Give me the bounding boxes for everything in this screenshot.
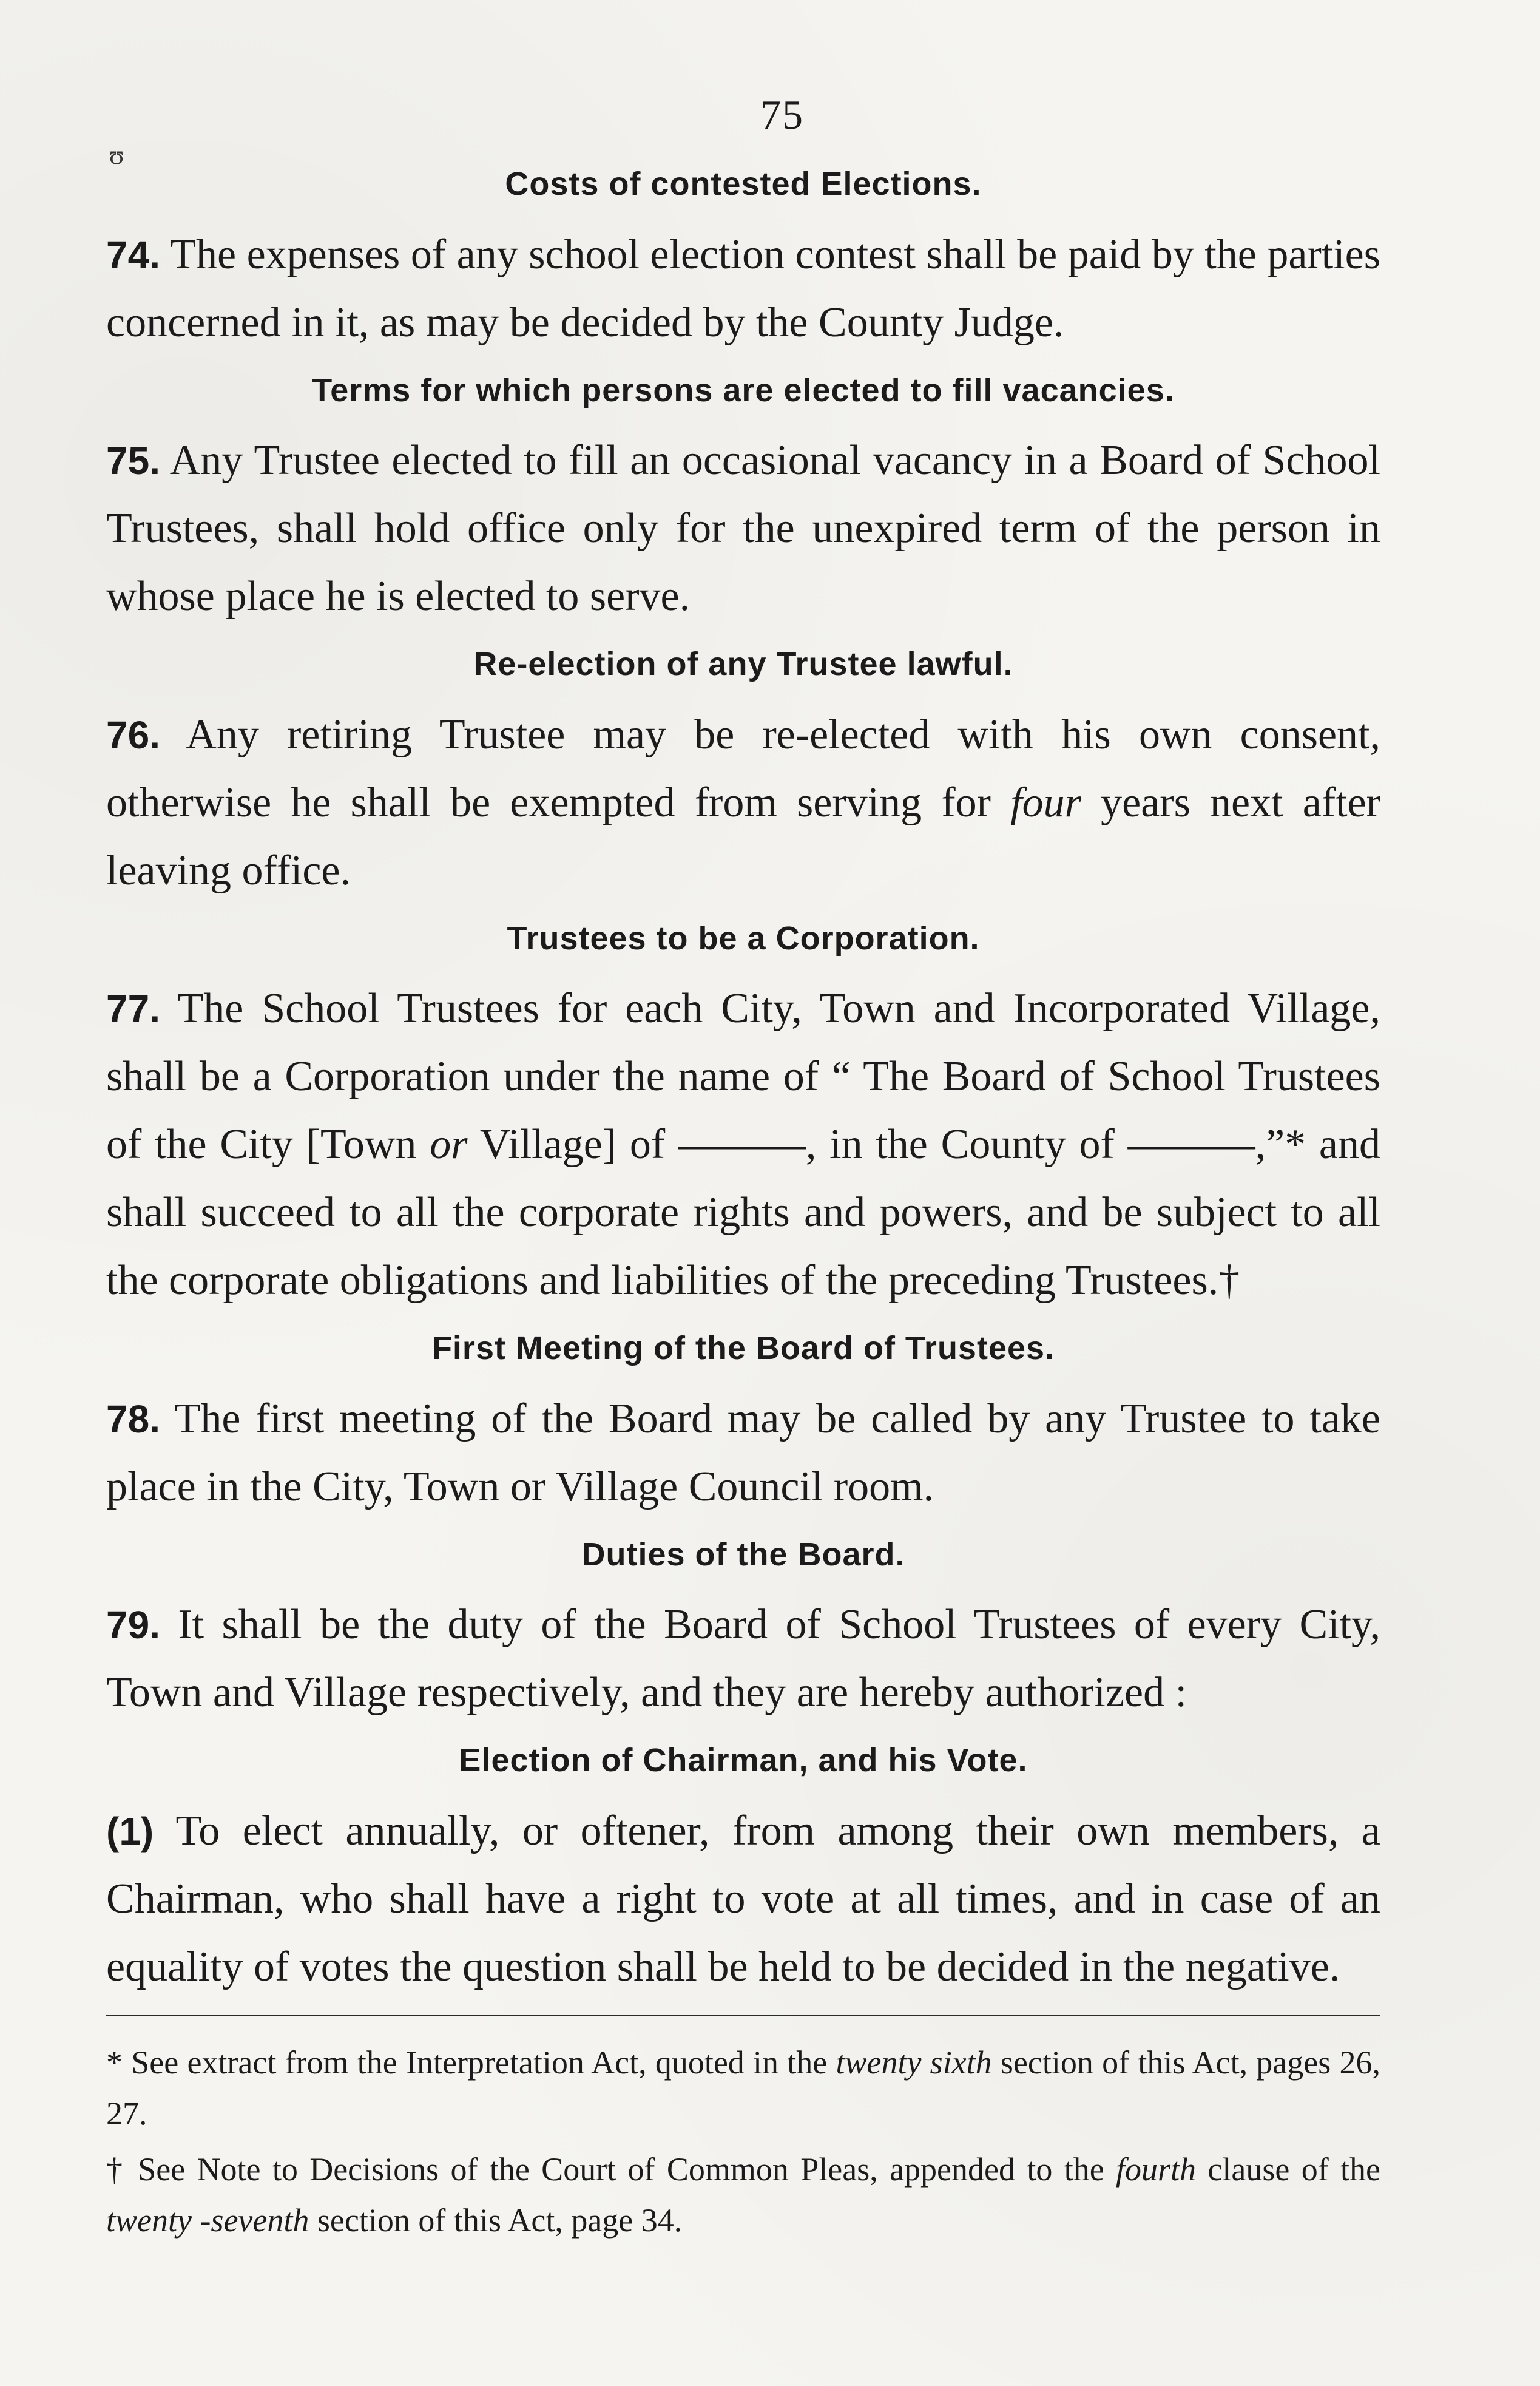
section-number: 74. bbox=[106, 232, 160, 277]
section-text-italic: or bbox=[430, 1121, 468, 1168]
section-paragraph bbox=[106, 1797, 1380, 2001]
section-text: Any retiring Trustee may be re-elected with his own consent, otherwise he shall be exempted from serving for bbox=[106, 711, 1380, 826]
section-heading: Trustees to be a Corporation. bbox=[507, 920, 980, 957]
footnote-text: section of this Act, page 34. bbox=[309, 2201, 683, 2239]
section-heading: First Meeting of the Board of Trustees. bbox=[431, 1330, 1055, 1366]
footnote-text: section of this Act, pages 26, 27. bbox=[106, 2044, 1380, 2132]
section-heading: Terms for which persons are elected to fill vacancies. bbox=[312, 371, 1175, 408]
footnote-text-italic: fourth bbox=[1116, 2150, 1197, 2188]
section-text-italic: four bbox=[1010, 779, 1081, 826]
corner-mark: ʊ bbox=[109, 140, 124, 170]
section-paragraph bbox=[106, 1385, 1380, 1521]
section-78 bbox=[106, 1328, 1380, 1521]
section-number: 79. bbox=[106, 1603, 160, 1647]
section-paragraph bbox=[106, 975, 1380, 1315]
footnote-text: † See Note to Decisions of the Court of Common Pleas, appended to the bbox=[106, 2150, 1116, 2188]
footnote-divider bbox=[106, 2015, 1380, 2016]
section-text: To elect annually, or oftener, from among their own members, a Chairman, who shall have a right to vote at all times, and in case of an equality of votes the question shall be held to be decided in the negative. bbox=[106, 1807, 1380, 1990]
section-text: The first meeting of the Board may be called by any Trustee to take place in the City, Town or Village Council room. bbox=[106, 1395, 1380, 1510]
footnote-text: clause of the bbox=[1196, 2150, 1380, 2188]
section-number: 77. bbox=[106, 987, 160, 1031]
section-paragraph bbox=[106, 427, 1380, 631]
section-heading: Election of Chairman, and his Vote. bbox=[459, 1742, 1028, 1778]
footnote-text: * See extract from the Interpretation Act, quoted in the bbox=[106, 2044, 836, 2081]
section-text: Village] of ———, in the County of ———,”* and shall succeed to all the corporate rights and powers, and be subject to all the corporate obligations and liabilities of the preceding Trustees.† bbox=[106, 1121, 1380, 1304]
section-text: It shall be the duty of the Board of School Trustees of every City, Town and Village respectively, and they are hereby authorized : bbox=[106, 1601, 1380, 1716]
section-75 bbox=[106, 370, 1380, 631]
footnote-text-italic: twenty sixth bbox=[836, 2044, 992, 2081]
footnote-star bbox=[106, 2037, 1380, 2139]
section-text: years next after leaving office. bbox=[106, 779, 1380, 894]
footnote-text-italic: twenty -seventh bbox=[106, 2201, 309, 2239]
section-heading: Re-election of any Trustee lawful. bbox=[473, 646, 1013, 682]
section-heading: Costs of contested Elections. bbox=[505, 166, 982, 202]
section-number: 78. bbox=[106, 1397, 160, 1441]
section-paragraph bbox=[106, 1591, 1380, 1727]
section-text: The School Trustees for each City, Town and Incorporated Village, shall be a Corporation under the name of “ The Board of School Trustees of the City [Town bbox=[106, 985, 1380, 1168]
section-number: 75. bbox=[106, 439, 160, 483]
section-79-clause-1 bbox=[106, 1740, 1380, 2001]
section-number: 76. bbox=[106, 713, 160, 757]
section-74 bbox=[106, 164, 1380, 357]
section-77 bbox=[106, 918, 1380, 1315]
page-number: 75 bbox=[760, 92, 804, 138]
section-text: The expenses of any school election contest shall be paid by the parties concerned in it, as may be decided by the County Judge. bbox=[106, 231, 1380, 346]
section-79 bbox=[106, 1534, 1380, 1727]
section-paragraph bbox=[106, 221, 1380, 357]
section-76 bbox=[106, 644, 1380, 905]
section-heading: Duties of the Board. bbox=[581, 1536, 905, 1573]
section-paragraph bbox=[106, 701, 1380, 905]
clause-number: (1) bbox=[106, 1809, 154, 1853]
page-content bbox=[106, 164, 1380, 2251]
section-text: Any Trustee elected to fill an occasional vacancy in a Board of School Trustees, shall hold office only for the unexpired term of the person in whose place he is elected to serve. bbox=[106, 437, 1381, 620]
footnote-dagger bbox=[106, 2144, 1380, 2246]
